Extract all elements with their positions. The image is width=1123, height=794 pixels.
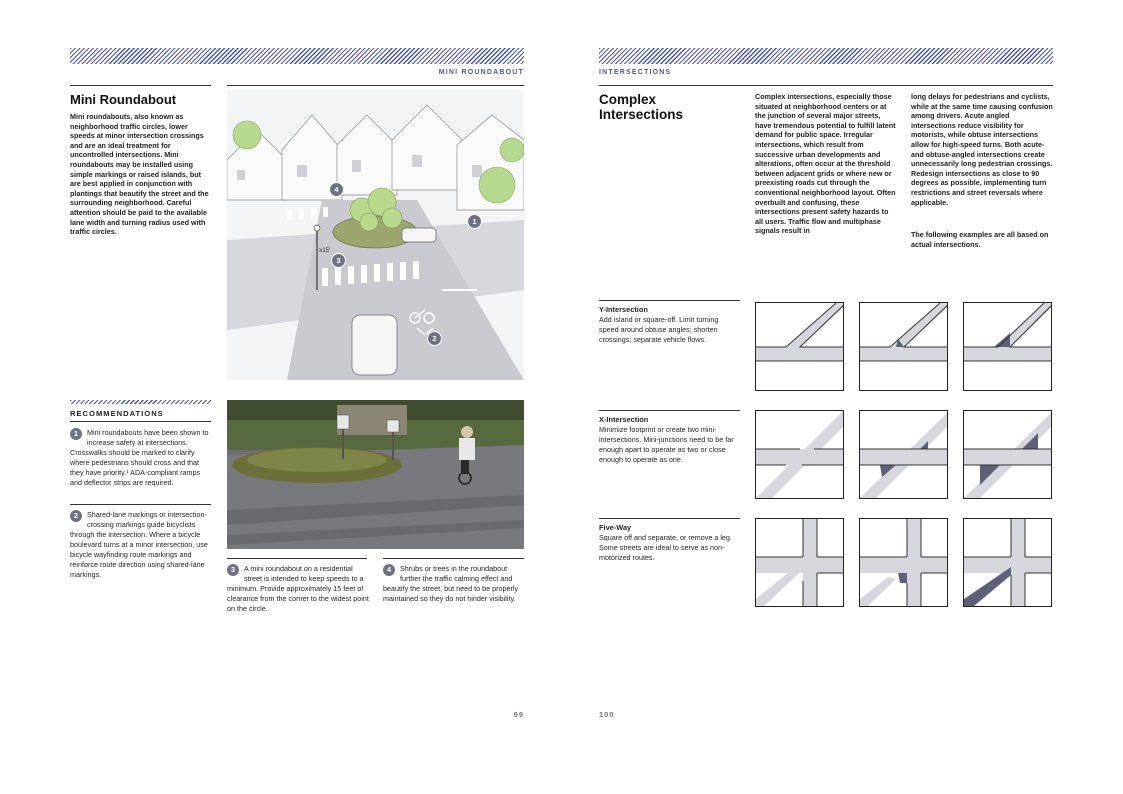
left-image-rule — [227, 85, 524, 86]
right-header-hatch — [599, 48, 1053, 64]
illustration-callout-4: 4 — [329, 182, 344, 197]
recommendations-hatch — [70, 400, 211, 404]
recommendations-heading: RECOMMENDATIONS — [70, 409, 164, 418]
caption-3-text: A mini roundabout on a residential street is intended to keep speeds to a minimum. Provide approximately 15 feet of clearance from the corner to the widest point on the circle. — [227, 564, 369, 613]
page-title-mini-roundabout: Mini Roundabout — [70, 92, 177, 107]
roundabout-illustration — [227, 90, 524, 380]
clearance-label: ≥15' — [319, 248, 331, 254]
caption-4 — [383, 564, 525, 604]
left-page-number: 99 — [513, 710, 524, 719]
five-way-desc: Square off and separate, or remove a leg. Some streets are ideal to serve as non-motorized routes. — [599, 533, 732, 562]
five-way-diagram-1 — [755, 518, 844, 607]
illustration-callout-2: 2 — [427, 331, 442, 346]
complex-intro-column-2b: The following examples are all based on actual intersections. — [911, 230, 1049, 249]
complex-intro-column-2: long delays for pedestrians and cyclists, while at the same time causing confusion among drivers. Acute angled intersections reduce visibility for motorists, while obtuse intersections allow for high-speed turns. Both acute- and obtuse-angled intersections create unnecessarily long pedestrian crossings. Redesign intersections as close to 90 degrees as possible, implementing turn restrictions and street reversals where applicable. — [911, 92, 1053, 207]
y-intersection-diagram-2 — [859, 302, 948, 391]
five-way-diagram-2 — [859, 518, 948, 607]
caption-4-number: 4 — [383, 564, 395, 576]
recommendation-2-text: Shared-lane markings or intersection-crossing markings guide bicyclists through the intersection. Where a bicycle boulevard turns at a minor intersection, use bicycle wayfinding route markings and reinforce route direction using shared-lane markings. — [70, 510, 208, 579]
roundabout-photo-drawing — [227, 400, 524, 549]
caption-4-text: Shrubs or trees in the roundabout further the traffic calming effect and beautify the street, but need to be properly maintained so they do not hinder visibility. — [383, 564, 519, 603]
x-intersection-diagram-1 — [755, 410, 844, 499]
recommendation-1-text: Mini roundabouts have been shown to increase safety at intersections. Crosswalks should be marked to clarify where pedestrians should cross and that they have priority.¹ ADA-compliant ramps and deflector strips are required. — [70, 428, 209, 487]
y-intersection-diagram-3 — [963, 302, 1052, 391]
left-header-hatch — [70, 48, 524, 64]
complex-intro-column-1: Complex intersections, especially those situated at neighborhood centers or at the junction of several major streets, have tremendous potential to fulfill latent demand for public space. Irregular intersections, which result from successive urban developments and alterations, often occur at the threshold between adjacent grids or where new or preexisting roads cut through the conventional neighborhood layout. Often overbuilt and confusing, these intersections present safety hazards to all users. Traffic flow and multiphase signals result in — [755, 92, 896, 236]
x-intersection-title: X-Intersection — [599, 415, 649, 424]
page-title-complex-intersections: Complex Intersections — [599, 92, 684, 122]
x-intersection-diagram-2 — [859, 410, 948, 499]
mini-roundabout-intro: Mini roundabouts, also known as neighborhood traffic circles, lower speeds at minor intersection crossings and are an ideal treatment for uncontrolled intersections. Mini roundabouts may be installed using simple markings or raised islands, but are best applied in conjunction with plantings that beautify the street and the surrounding neighborhood. Careful attention should be paid to the available lane width and turning radius used with traffic circles. — [70, 112, 209, 237]
right-title-rule — [599, 85, 1053, 86]
right-section-label: INTERSECTIONS — [599, 69, 672, 76]
left-title-rule — [70, 85, 211, 86]
x-intersection-rule — [599, 410, 740, 411]
five-way-title: Five-Way — [599, 523, 632, 532]
illustration-callout-1: 1 — [467, 214, 482, 229]
caption-4-rule — [383, 558, 524, 559]
recommendation-1-number: 1 — [70, 428, 82, 440]
x-intersection-diagram-3 — [963, 410, 1052, 499]
y-intersection-diagram-1 — [755, 302, 844, 391]
left-section-label: MINI ROUNDABOUT — [438, 69, 524, 76]
right-page-number: 100 — [599, 710, 615, 719]
caption-3-rule — [227, 558, 367, 559]
roundabout-photo — [227, 400, 524, 549]
caption-3 — [227, 564, 369, 614]
y-intersection-title: Y-Intersection — [599, 305, 648, 314]
y-intersection-desc: Add island or square-off. Limit turning speed around obtuse angles; shorten crossings; separate vehicle flows. — [599, 315, 719, 344]
recommendation-1 — [70, 428, 212, 488]
recommendation-2 — [70, 510, 212, 580]
five-way-diagram-3 — [963, 518, 1052, 607]
x-intersection-desc: Minimize footprint or create two mini-intersections. Mini-junctions need to be far enough apart to operate as two or close enough to operate as one. — [599, 425, 734, 464]
recommendations-rule — [70, 421, 211, 422]
roundabout-drawing — [227, 90, 524, 380]
five-way-rule — [599, 518, 740, 519]
recommendation-divider — [70, 504, 211, 505]
caption-3-number: 3 — [227, 564, 239, 576]
recommendation-2-number: 2 — [70, 510, 82, 522]
y-intersection-rule — [599, 300, 740, 301]
illustration-callout-3: 3 — [331, 253, 346, 268]
